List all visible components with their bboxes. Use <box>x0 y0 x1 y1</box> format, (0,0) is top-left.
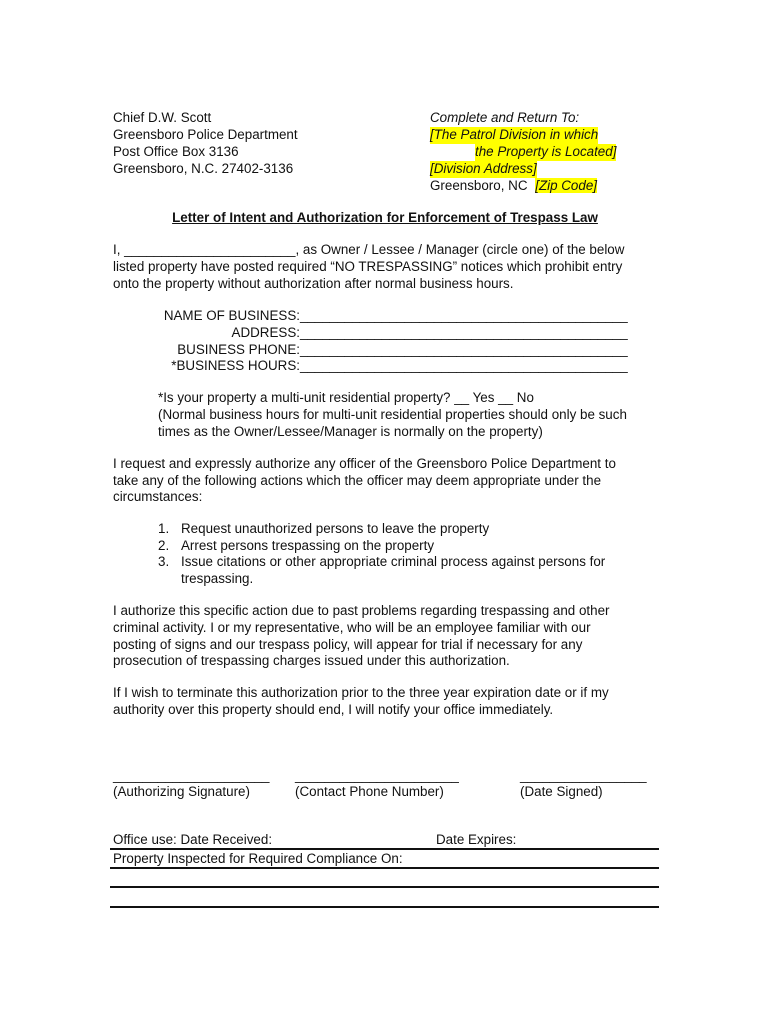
authorize-line-2: criminal activity. I or my representative, who will be an employee familiar with our <box>113 620 591 635</box>
office-rule-3 <box>110 886 659 888</box>
signature-label: (Authorizing Signature) <box>113 784 250 799</box>
list-number: 2. <box>158 538 170 553</box>
zip-code: [Zip Code] <box>535 178 597 193</box>
return-to-heading: Complete and Return To: <box>430 110 580 125</box>
patrol-division-line1: [The Patrol Division in which <box>430 127 599 142</box>
sender-name: Chief D.W. Scott <box>113 110 212 125</box>
sender-city: Greensboro, N.C. 27402-3136 <box>113 161 294 176</box>
document-title: Letter of Intent and Authorization for Enforcement of Trespass Law <box>172 210 598 225</box>
intro-line-2: listed property have posted required “NO TRESPASSING” notices which prohibit entry <box>113 259 623 274</box>
office-rule-2 <box>110 867 659 869</box>
request-line-1: I request and expressly authorize any officer of the Greensboro Police Department to <box>113 456 616 471</box>
list-number: 3. <box>158 554 170 569</box>
authorize-line-3: posting of signs and our trespass policy, will appear for trial if necessary for any <box>113 637 583 652</box>
intro-line-3: onto the property without authorization after normal business hours. <box>113 276 514 291</box>
field-label: NAME OF BUSINESS: <box>163 308 300 323</box>
list-item-continuation: trespassing. <box>181 571 254 586</box>
field-label: ADDRESS: <box>231 325 300 340</box>
list-item <box>158 521 489 538</box>
office-rule-1 <box>110 848 659 850</box>
sender-department: Greensboro Police Department <box>113 127 298 142</box>
sender-po-box: Post Office Box 3136 <box>113 144 239 159</box>
return-city-prefix: Greensboro, NC <box>430 178 532 193</box>
contact-phone-label: (Contact Phone Number) <box>295 784 444 799</box>
field-business-hours[interactable] <box>113 358 628 375</box>
office-rule-4 <box>110 906 659 908</box>
office-date-expires: Date Expires: <box>436 832 517 847</box>
terminate-line-1: If I wish to terminate this authorization prior to the three year expiration date or if my <box>113 685 609 700</box>
multiunit-note-line2: times as the Owner/Lessee/Manager is normally on the property) <box>158 424 543 439</box>
signature-blank[interactable]: _____________________ <box>113 768 270 783</box>
field-blank: ____________________________________________ <box>300 308 628 323</box>
field-label: BUSINESS PHONE: <box>177 342 300 357</box>
list-item <box>158 554 605 571</box>
field-business-name[interactable] <box>113 308 628 325</box>
date-signed-blank[interactable]: _________________ <box>520 768 647 783</box>
patrol-division-line2: the Property is Located] <box>475 144 617 159</box>
field-blank: ____________________________________________ <box>300 342 628 357</box>
date-signed-label: (Date Signed) <box>520 784 603 799</box>
list-text: Issue citations or other appropriate criminal process against persons for <box>181 554 606 569</box>
authorize-line-4: prosecution of trespassing charges issued under this authorization. <box>113 653 510 668</box>
list-item <box>158 538 434 555</box>
division-address: [Division Address] <box>430 161 537 176</box>
authorize-line-1: I authorize this specific action due to past problems regarding trespassing and other <box>113 603 610 618</box>
field-business-phone[interactable] <box>113 342 628 359</box>
list-number: 1. <box>158 521 170 536</box>
multiunit-note-line1: (Normal business hours for multi-unit residential properties should only be such <box>158 407 627 422</box>
list-text: Arrest persons trespassing on the property <box>181 538 435 553</box>
list-text: Request unauthorized persons to leave the property <box>181 521 490 536</box>
field-blank: ____________________________________________ <box>300 358 628 373</box>
office-date-received: Office use: Date Received: <box>113 832 273 847</box>
contact-phone-blank[interactable]: ______________________ <box>295 768 459 783</box>
terminate-line-2: authority over this property should end, I will notify your office immediately. <box>113 702 554 717</box>
field-label: *BUSINESS HOURS: <box>171 358 300 373</box>
field-address[interactable] <box>113 325 628 342</box>
request-line-2: take any of the following actions which the officer may deem appropriate under the <box>113 473 602 488</box>
field-blank: ____________________________________________ <box>300 325 628 340</box>
request-line-3: circumstances: <box>113 489 203 504</box>
intro-line-1: I, _______________________, as Owner / Lessee / Manager (circle one) of the below <box>113 242 625 257</box>
multiunit-question[interactable]: *Is your property a multi-unit residential property? __ Yes __ No <box>158 390 534 405</box>
property-inspected-label: Property Inspected for Required Compliance On: <box>113 851 403 866</box>
return-city <box>430 178 597 195</box>
